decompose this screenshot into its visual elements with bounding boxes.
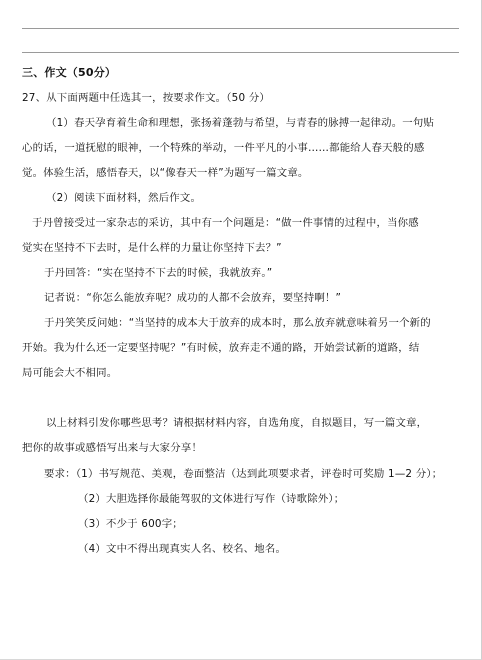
- prompt-line-1: 以上材料引发你哪些思考？请根据材料内容，自选角度，自拟题目，写一篇文章，: [46, 417, 428, 429]
- material-line-3: 于丹回答：“实在坚持不下去的时候，我就放弃。”: [44, 267, 273, 279]
- requirement-1: 要求：（1）书写规范、美观，卷面整洁（达到此项要求者，评卷时可奖励 1—2 分）；: [44, 468, 443, 480]
- material-line-5: 于丹笑笑反问她：“当坚持的成本大于放弃的成本时，那么放弃就意味着另一个新的: [44, 317, 431, 329]
- material-line-1: 于丹曾接受过一家杂志的采访，其中有一个问题是：“做一件事情的过程中，当你感: [32, 217, 419, 229]
- option1-line-2: 心的话，一道抚慰的眼神，一个特殊的举动，一件平凡的小事……都能给人春天般的感: [22, 142, 425, 154]
- question-title: 27、从下面两题中任选其一，按要求作文。（50 分）: [22, 92, 270, 104]
- second-rule: [22, 52, 459, 53]
- prompt-line-2: 把你的故事或感悟写出来与大家分享！: [22, 442, 203, 454]
- material-line-7: 局可能会大不相同。: [22, 367, 118, 379]
- requirement-2: （2）大胆选择你最能驾驭的文体进行写作（诗歌除外）；: [78, 493, 345, 505]
- material-line-2: 觉实在坚持不下去时，是什么样的力量让你坚持下去？”: [22, 242, 282, 254]
- option1-line-3: 觉。体验生活，感悟春天，以“像春天一样”为题写一篇文章。: [22, 167, 309, 179]
- option1-line-1: （1）春天孕育着生命和理想，张扬着蓬勃与希望，与青春的脉搏一起律动。一句贴: [46, 117, 435, 129]
- top-rule: [22, 28, 459, 29]
- option2-intro: （2）阅读下面材料，然后作文。: [46, 192, 202, 204]
- material-line-4: 记者说：“你怎么能放弃呢？成功的人都不会放弃，要坚持啊！”: [44, 292, 342, 304]
- section-heading: 三、作文（50分）: [22, 66, 117, 79]
- material-line-6: 开始。我为什么还一定要坚持呢？”有时候，放弃走不通的路，开始尝试新的道路，结: [22, 342, 420, 354]
- requirement-4: （4）文中不得出现真实人名、校名、地名。: [78, 543, 287, 555]
- requirement-3: （3）不少于 600字；: [78, 518, 183, 530]
